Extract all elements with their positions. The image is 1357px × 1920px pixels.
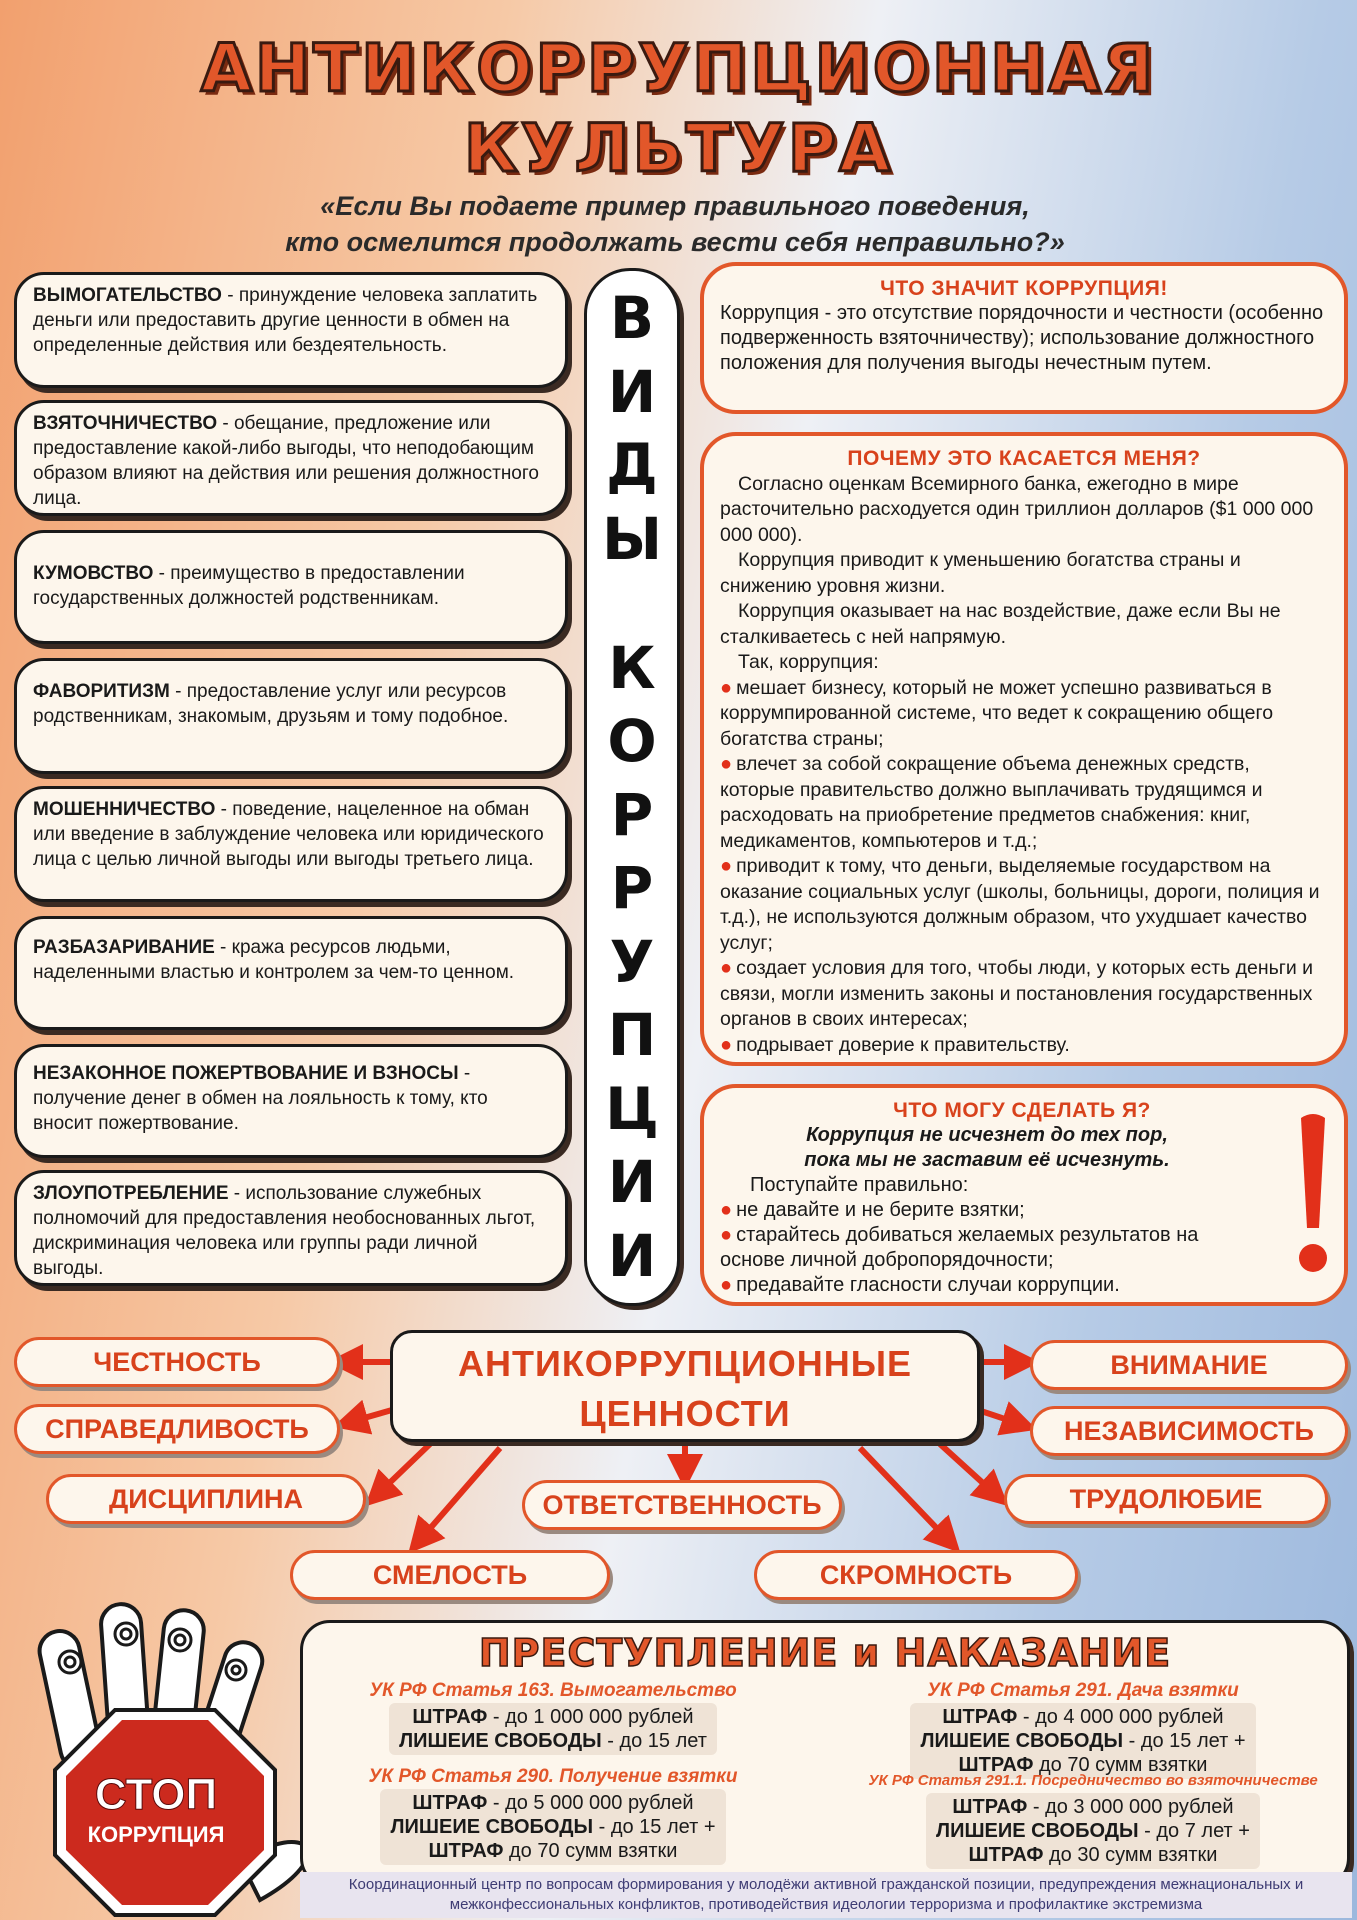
type-desc: - использование служебных полномочий для предоставления необоснованных льгот, дискриминация человека или группы ради личной выгоды. (33, 1183, 536, 1279)
vertical-letter: П (607, 1001, 657, 1070)
type-term: ФАВОРИТИЗМ (33, 681, 170, 702)
value-independence: НЕЗАВИСИМОСТЬ (1030, 1406, 1348, 1456)
value-courage: СМЕЛОСТЬ (290, 1550, 610, 1600)
type-illegal-donations (14, 1044, 568, 1158)
quote-line1: «Если Вы подаете пример правильного поведения, (320, 191, 1030, 221)
what-can-bullet: ● не давайте и не берите взятки; (720, 1199, 1025, 1221)
article-heading: УК РФ Статья 290. Получение взятки (368, 1766, 738, 1787)
type-favoritism (14, 658, 568, 774)
article-291: УК РФ Статья 291. Дача взятки ШТРАФ - до 4 000 000 рублей ЛИШЕИЕ СВОБОДЫ - до 15 лет + ШТРАФ до 70 сумм взятки (863, 1679, 1303, 1779)
vertical-letter: У (609, 927, 655, 996)
why-me-bullet: ● подрывает доверие к правительству. (720, 1033, 1070, 1056)
type-term: МОШЕННИЧЕСТВО (33, 799, 216, 820)
vertical-letter: В (609, 284, 655, 352)
bullet-dot-icon: ● (720, 1199, 733, 1221)
quote-line2: кто осмелится продолжать вести себя неправильно?» (285, 227, 1065, 257)
type-term: РАЗБАЗАРИВАНИЕ (33, 937, 215, 958)
type-desc: - принуждение человека заплатить деньги или предоставить другие ценности в обмен на определенные действия или бездеятельность. (33, 285, 538, 356)
value-modesty: СКРОМНОСТЬ (754, 1550, 1078, 1600)
what-can-bullet: ● предавайте гласности случаи коррупции. (720, 1274, 1120, 1296)
why-me-p4: Так, коррупция: (738, 651, 879, 673)
what-can-heading: ЧТО МОГУ СДЕЛАТЬ Я? (893, 1099, 1151, 1122)
type-term: ЗЛОУПОТРЕБЛЕНИЕ (33, 1183, 229, 1204)
stop-hand-illustration (10, 1600, 330, 1920)
type-desc: - поведение, нацеленное на обман или введение в заблуждение человека или юридического лица с целью личной выгоды или выгоды третьего лица. (33, 799, 544, 870)
type-desc: - преимущество в предоставлении государственных должностей родственникам. (33, 563, 465, 609)
vertical-letter: Р (610, 780, 654, 849)
stop-sign-line2: КОРРУПЦИЯ (87, 1822, 225, 1847)
bullet-dot-icon: ● (720, 957, 733, 979)
value-honesty: ЧЕСТНОСТЬ (14, 1337, 340, 1387)
type-abuse (14, 1170, 568, 1286)
why-me-bullet: ● приводит к тому, что деньги, выделяемые государством на оказание социальных услуг (школы, больницы, дороги, полиция и т.д.), не используются должным образом, что ухудшает качество услуг; (720, 855, 1320, 954)
value-attention: ВНИМАНИЕ (1030, 1340, 1348, 1390)
type-term: НЕЗАКОННОЕ ПОЖЕРТВОВАНИЕ И ВЗНОСЫ (33, 1063, 459, 1084)
footer-organization: Координационный центр по вопросам формирования у молодёжи активной гражданской позиции, предупреждения межнациональных и межконфессиональных конфликтов, противодействия идеологии терроризма и профилактике экстремизма (300, 1872, 1352, 1918)
vertical-letter: Д (606, 431, 658, 500)
crime-punishment-box (300, 1620, 1350, 1888)
bullet-dot-icon: ● (720, 1274, 733, 1296)
why-me-bullet: ● создает условия для того, чтобы люди, у которых есть деньги и связи, могли изменить законы и постановления государственных органов в своих интересах; (720, 957, 1314, 1030)
bullet-dot-icon: ● (720, 855, 733, 877)
bullet-dot-icon: ● (720, 1033, 733, 1056)
article-heading: УК РФ Статья 291.1. Посредничество во взяточничестве (868, 1772, 1318, 1789)
vertical-letter: Р (610, 854, 654, 923)
vertical-letter: Ц (605, 1074, 659, 1143)
types-vertical-label (584, 268, 680, 1306)
crime-punishment-title: ПРЕСТУПЛЕНИЕ и НАКАЗАНИЕ (478, 1631, 1172, 1675)
vertical-letter: И (607, 357, 657, 426)
type-term: ВЗЯТОЧНИЧЕСТВО (33, 413, 218, 434)
what-is-corruption-box (700, 262, 1348, 414)
what-can-i-do-box (700, 1084, 1348, 1306)
poster-title-line1: АНТИКОРРУПЦИОННАЯ (200, 30, 1157, 107)
type-extortion (14, 272, 568, 388)
type-term: ВЫМОГАТЕЛЬСТВО (33, 285, 222, 306)
values-title-line2: ЦЕННОСТИ (579, 1393, 791, 1434)
what-can-emphasis-1: Коррупция не исчезнет до тех пор, (806, 1124, 1168, 1146)
value-diligence: ТРУДОЛЮБИЕ (1004, 1474, 1328, 1524)
value-responsibility: ОТВЕТСТВЕННОСТЬ (522, 1480, 842, 1530)
type-desc: - получение денег в обмен на лояльность к тому, кто вносит пожертвование. (33, 1063, 488, 1134)
poster-title-line2: КУЛЬТУРА (463, 110, 894, 187)
type-nepotism (14, 530, 568, 644)
why-me-bullet: ● мешает бизнесу, который не может успешно развиваться в коррумпированной системе, что ведет к сокращению общего богатства страны; (720, 676, 1274, 750)
anti-corruption-values-title (390, 1330, 980, 1442)
bullet-dot-icon: ● (720, 1224, 733, 1246)
type-term: КУМОВСТВО (33, 563, 154, 584)
vertical-letter: И (607, 1221, 657, 1290)
type-squandering (14, 916, 568, 1030)
what-is-heading: ЧТО ЗНАЧИТ КОРРУПЦИЯ! (880, 277, 1168, 300)
value-justice: СПРАВЕДЛИВОСТЬ (14, 1404, 340, 1454)
why-me-p2: Коррупция приводит к уменьшению богатства страны и снижению уровня жизни. (720, 549, 1241, 597)
bullet-dot-icon: ● (720, 676, 733, 699)
vertical-letter: О (607, 707, 657, 776)
why-me-bullet: ● влечет за собой сокращение объема денежных средств, которые правительство должно выплачивать трудящимся и расходовать на приобретение предметов снабжения: книг, медикаментов, компьютеров и т.д.; (720, 753, 1263, 852)
why-me-p3: Коррупция оказывает на нас воздействие, даже если Вы не сталкиваетесь с ней напрямую. (720, 600, 1281, 648)
exclamation-icon (1295, 1110, 1331, 1280)
what-can-bullet: ● старайтесь добиваться желаемых результатов на основе личной добропорядочности; (720, 1224, 1199, 1271)
vertical-letter: И (607, 1148, 657, 1217)
type-desc: - кража ресурсов людьми, наделенными властью и контролем за чем-то ценном. (33, 937, 515, 983)
article-heading: УК РФ Статья 291. Дача взятки (927, 1680, 1239, 1701)
bullet-dot-icon: ● (720, 753, 733, 775)
vertical-letter: К (608, 633, 656, 702)
type-desc: - предоставление услуг или ресурсов родственникам, знакомым, друзьям и тому подобное. (33, 681, 509, 727)
type-desc: - обещание, предложение или предоставление какой-либо выгоды, что неподобающим образом влияют на действия или решения должностного лица. (33, 413, 539, 509)
value-discipline: ДИСЦИПЛИНА (46, 1474, 366, 1524)
what-is-text: Коррупция - это отсутствие порядочности и честности (особенно подверженность взяточничеству); использование должностного положения для получения выгоды нечестным путем. (720, 302, 1324, 374)
article-290: УК РФ Статья 290. Получение взятки ШТРАФ - до 5 000 000 рублей ЛИШЕИЕ СВОБОДЫ - до 15 лет + ШТРАФ до 70 сумм взятки (323, 1765, 783, 1865)
why-me-p1: Согласно оценкам Всемирного банка, ежегодно в мире расточительно расходуется один триллион долларов ($1 000 000 000 000). (720, 472, 1314, 546)
article-heading: УК РФ Статья 163. Вымогательство (369, 1680, 737, 1701)
type-fraud (14, 786, 568, 902)
why-me-box (700, 432, 1348, 1066)
vertical-letter: Ы (601, 504, 663, 573)
type-bribery (14, 400, 568, 516)
article-163: УК РФ Статья 163. Вымогательство ШТРАФ - до 1 000 000 рублей ЛИШЕИЕ СВОБОДЫ - до 15 лет (333, 1679, 773, 1755)
stop-sign-line1: СТОП (94, 1770, 218, 1819)
what-can-emphasis-2: пока мы не заставим её исчезнуть. (804, 1149, 1170, 1171)
article-291-1: УК РФ Статья 291.1. Посредничество во взяточничестве ШТРАФ - до 3 000 000 рублей ЛИШЕИЕ СВОБОДЫ - до 7 лет + ШТРАФ до 30 сумм взятки (843, 1769, 1343, 1869)
what-can-intro: Поступайте правильно: (750, 1174, 969, 1196)
values-title-line1: АНТИКОРРУПЦИОННЫЕ (457, 1343, 913, 1384)
why-me-heading: ПОЧЕМУ ЭТО КАСАЕТСЯ МЕНЯ? (847, 447, 1201, 470)
